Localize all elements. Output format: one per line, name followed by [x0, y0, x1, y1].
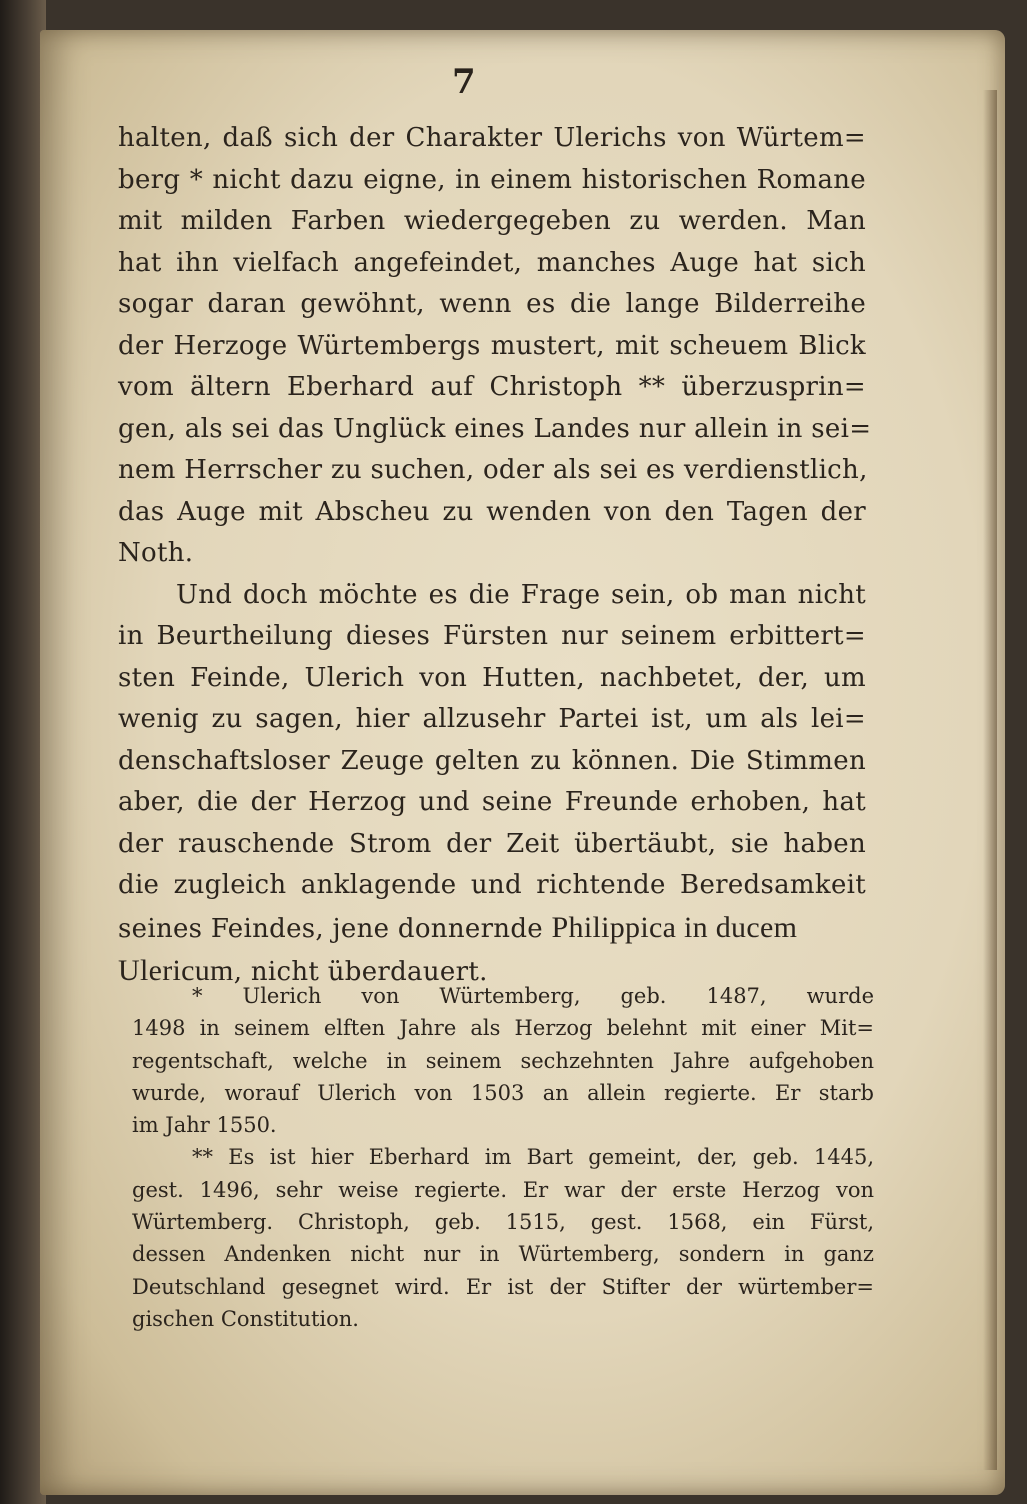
footnote-line: wurde, worauf Ulerich von 1503 an allein regierte. Er starb: [132, 1080, 874, 1105]
latin-phrase: Ulericum: [118, 954, 234, 987]
page-edge-shadow: [983, 90, 997, 1470]
latin-phrase: Philippica in ducem: [551, 910, 798, 944]
body-line: Und doch möchte es die Frage sein, ob man nicht: [176, 579, 866, 610]
body-line: der rauschende Strom der Zeit übertäubt, sie haben: [118, 828, 866, 859]
footnote-line: im Jahr 1550.: [132, 1113, 277, 1138]
footnote-eberhard: [132, 1141, 874, 1335]
footnotes: [132, 980, 874, 1335]
body-line-fraktur-part: , nicht überdauert.: [233, 957, 488, 987]
footnote-line: gest. 1496, sehr weise regierte. Er war der erste Herzog von: [132, 1177, 874, 1202]
body-line: denschaftsloser Zeuge gelten zu können. Die Stimmen: [118, 745, 866, 776]
footnote-line: 1498 in seinem elften Jahre als Herzog belehnt mit einer Mit=: [132, 1016, 874, 1041]
body-line: aber, die der Herzog und seine Freunde erhoben, hat: [118, 787, 866, 817]
body-text: [118, 118, 872, 994]
body-line-fraktur-part: seines Feindes, jene donnernde: [118, 913, 552, 944]
footnote-line: regentschaft, welche in seinem sechzehnten Jahre aufgehoben: [132, 1048, 874, 1073]
footnote-line: Deutschland gesegnet wird. Er ist der Stifter der würtember=: [132, 1274, 874, 1299]
body-line: wenig zu sagen, hier allzusehr Partei ist, um als lei=: [118, 704, 866, 734]
body-line: die zugleich anklagende und richtende Beredsamkeit: [118, 870, 866, 900]
footnote-line: Würtemberg. Christoph, geb. 1515, gest. 1568, ein Fürst,: [132, 1210, 874, 1235]
footnote-line: * Ulerich von Würtemberg, geb. 1487, wurde: [192, 984, 874, 1008]
page-number: 7: [452, 62, 476, 102]
body-line-mixed: [118, 907, 866, 951]
body-line: hat ihn vielfach angefeindet, manches Auge hat sich: [118, 247, 866, 278]
body-line: sogar daran gewöhnt, wenn es die lange Bilderreihe: [118, 289, 866, 319]
footnote-line: ** Es ist hier Eberhard im Bart gemeint, der, geb. 1445,: [192, 1145, 874, 1170]
body-line: sten Feinde, Ulerich von Hutten, nachbetet, der, um: [118, 662, 866, 693]
body-line: berg * nicht dazu eigne, in einem historischen Romane: [118, 164, 866, 195]
body-line: halten, daß sich der Charakter Ulerichs von Würtem=: [118, 123, 866, 153]
body-line: vom ältern Eberhard auf Christoph ** überzusprin=: [118, 372, 866, 402]
body-line: mit milden Farben wiedergegeben zu werden. Man: [118, 206, 866, 236]
footnote-line: gischen Constitution.: [132, 1306, 359, 1331]
body-line: das Auge mit Abscheu zu wenden von den Tagen der: [118, 496, 866, 527]
body-line: in Beurtheilung dieses Fürsten nur seinem erbittert=: [118, 621, 866, 651]
footnote-line: dessen Andenken nicht nur in Würtemberg, sondern in ganz: [132, 1242, 874, 1267]
body-line: gen, als sei das Unglück eines Landes nur allein in sei=: [118, 413, 872, 444]
footnote-ulerich: [132, 980, 874, 1141]
body-line: der Herzoge Würtembergs mustert, mit scheuem Blick: [118, 330, 866, 361]
body-line: nem Herrscher zu suchen, oder als sei es verdienstlich,: [118, 455, 868, 485]
body-line: Noth.: [118, 538, 194, 568]
